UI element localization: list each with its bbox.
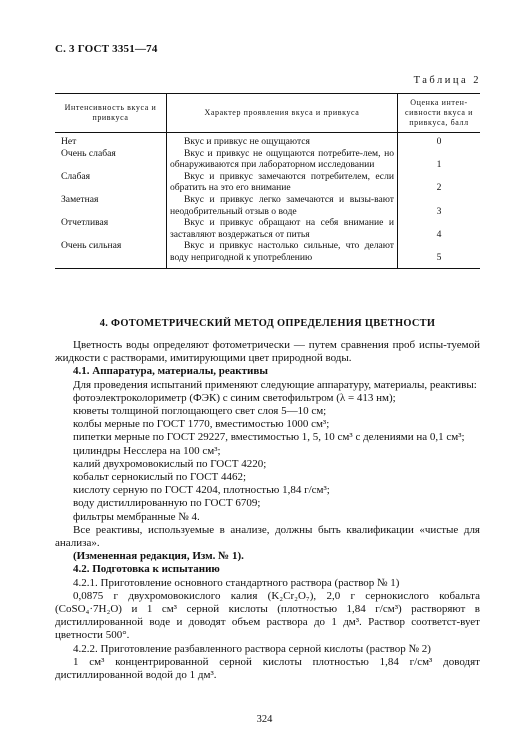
table-row	[55, 148, 480, 171]
paragraph-4-2-1-body: 0,0875 г двухромовокислого калия (K₂Cr₂O₇), 2,0 г сернокислого кобальта (CoSO₄·7H₂O) и 1 см³ серной кислоты (плотностью 1,84 г/см³) растворяют в дистиллированной воде и доводят объем раствора до 1 дм³. Раствор соответст-вует цветности 500°.	[55, 589, 480, 642]
cell-intensity: Нет	[61, 136, 77, 147]
paragraph-4-2-2: 4.2.2. Приготовление разбавленного раствора серной кислоты (раствор № 2)	[73, 642, 431, 655]
cell-score: 5	[398, 240, 481, 268]
page-number: 324	[256, 714, 273, 725]
paragraph-equipment: Для проведения испытаний применяют следующие аппаратуру, материалы, реактивы:	[73, 378, 477, 391]
list-item: воду дистиллированную по ГОСТ 6709;	[73, 497, 261, 510]
paragraph-4-2-1: 4.2.1. Приготовление основного стандартного раствора (раствор № 1)	[73, 576, 400, 589]
list-item: фотоэлектроколориметр (ФЭК) с синим светофильтром (λ = 413 нм);	[73, 391, 396, 404]
subsection-heading-4-1: 4.1. Аппаратура, материалы, реактивы	[73, 365, 268, 378]
cell-description: Вкус и привкус не ощущаются потребите-лем, но обнаруживаются при лабораторном исследовании	[167, 148, 398, 171]
cell-intensity: Очень сильная	[55, 240, 167, 268]
cell-intensity: Заметная	[61, 193, 99, 205]
list-item: калий двухромовокислый по ГОСТ 4220;	[73, 457, 267, 470]
cell-score: 1	[436, 159, 442, 171]
cell-description: Вкус и привкус обращают на себя внимание и заставляют воздержаться от питья	[167, 217, 398, 240]
cell-description: Вкус и привкус настолько сильные, что делают воду непригодной к употреблению	[167, 240, 398, 268]
list-item: кислоту серную по ГОСТ 4204, плотностью 1,84 г/см³;	[73, 484, 330, 497]
section-title: 4. ФОТОМЕТРИЧЕСКИЙ МЕТОД ОПРЕДЕЛЕНИЯ ЦВЕТНОСТИ	[99, 318, 436, 329]
edition-note: (Измененная редакция, Изм. № 1).	[73, 550, 244, 563]
subsection-heading-4-2: 4.2. Подготовка к испытанию	[73, 563, 220, 576]
list-item: фильтры мембранные № 4.	[73, 510, 200, 523]
list-item: кюветы толщиной поглощающего свет слоя 5—10 см;	[73, 405, 327, 418]
cell-description: Вкус и привкус замечаются потребителем, если обратить на это его внимание	[167, 171, 398, 194]
cell-description: Вкус и привкус не ощущаются	[167, 133, 398, 148]
column-header-description: Характер проявления вкуса и привкуса	[167, 94, 398, 133]
table-row	[55, 217, 480, 240]
paragraph-reagents: Все реактивы, используемые в анализе, должны быть квалификации «чистые для анализа».	[55, 523, 480, 550]
cell-description: Вкус и привкус легко замечаются и вызы-вают неодобрительный отзыв о воде	[167, 194, 398, 217]
body-text	[55, 339, 480, 682]
cell-score: 3	[436, 205, 442, 217]
table-row	[55, 240, 480, 268]
column-header-intensity: Интенсивность вкуса и привкуса	[55, 94, 167, 133]
table-row	[55, 133, 480, 148]
table-row	[55, 194, 480, 217]
list-item: пипетки мерные по ГОСТ 29227, вместимостью 1, 5, 10 см³ с делениями на 0,1 см³;	[73, 431, 465, 444]
table-label: Таблица 2	[413, 75, 481, 86]
taste-intensity-table	[55, 93, 480, 269]
list-item: колбы мерные по ГОСТ 1770, вместимостью 1000 см³;	[73, 418, 330, 431]
column-header-score: Оценка интен-сивности вкуса и привкуса, балл	[398, 94, 481, 133]
list-item: цилиндры Несслера на 100 см³;	[73, 444, 221, 457]
cell-score: 2	[436, 182, 442, 194]
paragraph-4-2-2-body: 1 см³ концентрированной серной кислоты плотностью 1,84 г/см³ доводят дистиллированной водой до 1 дм³.	[55, 655, 480, 682]
paragraph-intro: Цветность воды определяют фотометрически — путем сравнения проб испы-туемой жидкости с растворами, имитирующими цвет природной воды.	[55, 339, 480, 365]
cell-score: 0	[436, 136, 442, 147]
cell-intensity: Отчетливая	[61, 217, 109, 229]
table-row	[55, 171, 480, 194]
list-item: кобальт сернокислый по ГОСТ 4462;	[73, 471, 247, 484]
cell-intensity: Очень слабая	[61, 147, 116, 159]
cell-intensity: Слабая	[61, 170, 90, 182]
page-header: С. 3 ГОСТ 3351—74	[55, 43, 158, 55]
cell-score: 4	[436, 228, 442, 240]
